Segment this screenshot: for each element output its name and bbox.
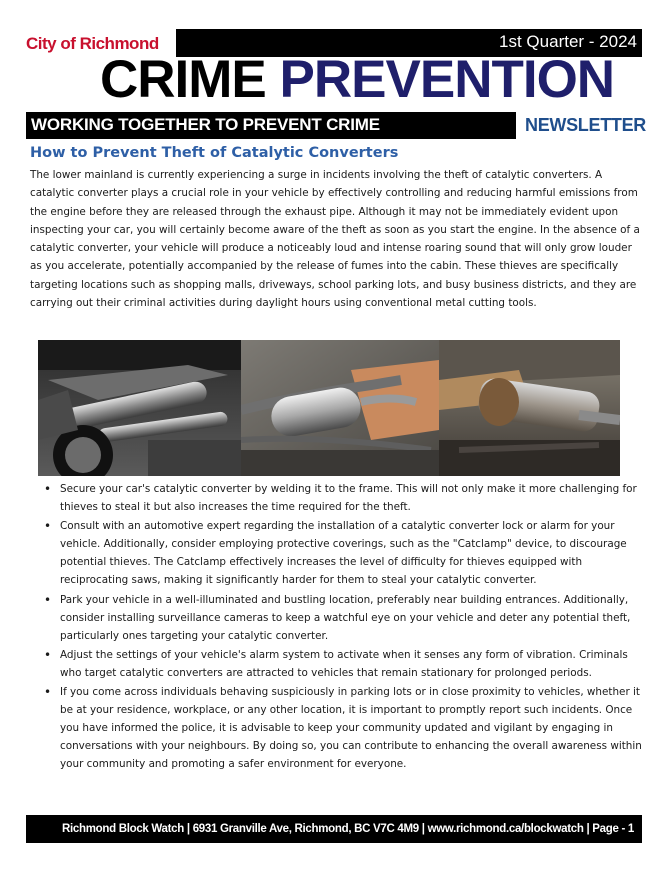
exhaust-pipe-photo <box>241 340 439 476</box>
tips-list <box>44 480 642 775</box>
newsletter-title <box>100 50 614 110</box>
article-heading: How to Prevent Theft of Catalytic Converters <box>30 145 399 161</box>
exhaust-underbody-photo <box>38 340 241 476</box>
city-name: City of Richmond <box>26 34 159 53</box>
newsletter-label: NEWSLETTER <box>525 115 646 135</box>
tip-item: • Consult with an automotive expert regarding the installation of a catalytic converter lock or alarm for your vehicle. Additionally, consider employing protective coverings, such as the "Catclamp" device, to discourage potential thieves. The Catclamp effectively increases the level of difficulty for thieves equipped with reciprocating saws, making it significantly harder for them to steal your catalytic converter. <box>44 517 642 589</box>
footer-text: Richmond Block Watch | 6931 Granville Ave, Richmond, BC V7C 4M9 | www.richmond.ca/blockwatch | Page - 1 <box>61 823 634 835</box>
catalytic-converter-photo <box>439 340 620 476</box>
tip-item: • Park your vehicle in a well-illuminated and bustling location, preferably near building entrances. Additionally, consider installing surveillance cameras to keep a watchful eye on your vehicle and deter any potential theft, particularly ones targeting your catalytic converter. <box>44 591 642 645</box>
article-intro: The lower mainland is currently experiencing a surge in incidents involving the theft of catalytic converters. A catalytic converter plays a crucial role in your vehicle by effectively controlling and reducing harmful emissions from the engine before they are released through the exhaust pipe. Although it may not be immediately evident upon inspecting your car, you will certainly become aware of the theft as soon as you start the engine. In the absence of a catalytic converter, your vehicle will produce a noticeably loud and intense roaring sound that will only grow louder as you accelerate, potentially accompanied by the release of fumes into the cabin. These thieves are specifically targeting locations such as shopping malls, driveways, school parking lots, and busy business districts, and they are carrying out their criminal activities during daylight hours using conventional metal cutting tools. <box>30 169 640 310</box>
tip-item: • Secure your car's catalytic converter by welding it to the frame. This will not only make it more challenging for thieves to steal it but also increases the time required for the theft. <box>44 480 642 516</box>
photo-strip <box>38 340 620 476</box>
title-word-crime: CRIME <box>100 50 266 109</box>
title-word-prevention: PREVENTION <box>279 50 615 109</box>
quarter-label: 1st Quarter - 2024 <box>499 32 637 51</box>
footer-bar <box>26 815 642 843</box>
tagline-text: WORKING TOGETHER TO PREVENT CRIME <box>31 115 380 134</box>
tip-item: • If you come across individuals behaving suspiciously in parking lots or in close proximity to vehicles, whether it be at your residence, workplace, or any other location, it is important to promptly report such incidents. Once you have informed the police, it is advisable to keep your community updated and vigilant by engaging in conversations with your neighbours. By doing so, you can contribute to enhancing the overall awareness within your community and promoting a safer environment for everyone. <box>44 683 642 773</box>
tip-item: • Adjust the settings of your vehicle's alarm system to activate when it senses any form of vibration. Criminals who target catalytic converters are attracted to vehicles that remain stationary for prolonged periods. <box>44 646 642 682</box>
